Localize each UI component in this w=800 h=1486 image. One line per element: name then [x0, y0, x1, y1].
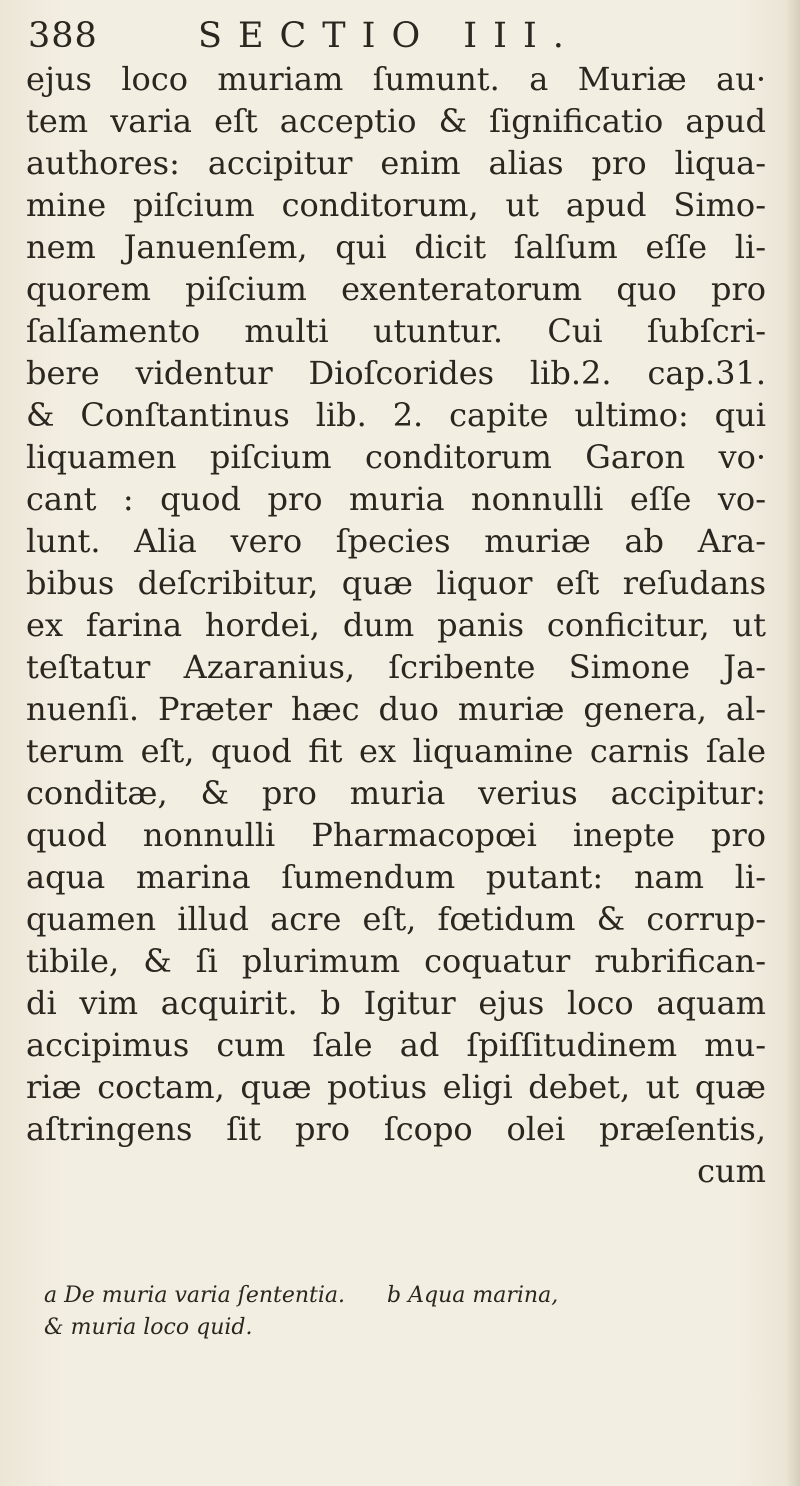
page-edge-shadow — [786, 0, 800, 1486]
text-line: authores: accipitur enim alias pro liqua- — [26, 144, 766, 182]
text-line: lunt. Alia vero ſpecies muriæ ab Ara- — [26, 522, 766, 560]
catchword: cum — [697, 1152, 766, 1190]
footnote-line — [44, 1280, 744, 1312]
text-line: aſtringens ſit pro ſcopo olei præſentis, — [26, 1110, 766, 1148]
text-line: bere videntur Dioſcorides lib.2. cap.31. — [26, 354, 766, 392]
text-line: terum eſt, quod fit ex liquamine carnis ſale — [26, 732, 766, 770]
footnote-b-continuation: & muria loco quid. — [44, 1315, 253, 1340]
text-line: ex farina hordei, dum panis conficitur, ut — [26, 606, 766, 644]
footnote-marker-a: a — [44, 1283, 58, 1308]
text-line: quorem piſcium exenteratorum quo pro — [26, 270, 766, 308]
footnote-line — [44, 1312, 744, 1344]
text-line: tibile, & ſi plurimum coquatur rubrifican- — [26, 942, 766, 980]
text-line: aqua marina ſumendum putant: nam li- — [26, 858, 766, 896]
running-head: SECTIO III. — [198, 16, 580, 56]
text-line: di vim acquirit. b Igitur ejus loco aquam — [26, 984, 766, 1022]
text-line: teſtatur Azaranius, ſcribente Simone Ja- — [26, 648, 766, 686]
main-text — [26, 58, 766, 1192]
text-line: tem varia eſt acceptio & ſignificatio apud — [26, 102, 766, 140]
text-line: riæ coctam, quæ potius eligi debet, ut quæ — [26, 1068, 766, 1106]
text-line: & Conſtantinus lib. 2. capite ultimo: qui — [26, 396, 766, 434]
footnote-b-text: Aqua marina, — [408, 1283, 559, 1308]
text-line: ſalſamento multi utuntur. Cui ſubſcri- — [26, 312, 766, 350]
text-line: quod nonnulli Pharmacopœi inepte pro — [26, 816, 766, 854]
text-line: quamen illud acre eſt, fœtidum & corrup- — [26, 900, 766, 938]
text-line: liquamen piſcium conditorum Garon vo· — [26, 438, 766, 476]
text-line: nuenſi. Præter hæc duo muriæ genera, al- — [26, 690, 766, 728]
footnote-marker-b: b — [387, 1283, 402, 1308]
text-line: nem Januenſem, qui dicit ſalſum eſſe li- — [26, 228, 766, 266]
text-line: conditæ, & pro muria verius accipitur: — [26, 774, 766, 812]
page-number: 388 — [28, 16, 98, 56]
marginal-notes — [44, 1280, 744, 1344]
text-line: cant : quod pro muria nonnulli eſſe vo- — [26, 480, 766, 518]
text-line: bibus deſcribitur, quæ liquor eſt reſudans — [26, 564, 766, 602]
page-header — [28, 14, 768, 58]
text-line: mine piſcium conditorum, ut apud Simo- — [26, 186, 766, 224]
footnote-a-text: De muria varia ſententia. — [64, 1283, 346, 1308]
text-line: accipimus cum ſale ad ſpiſſitudinem mu- — [26, 1026, 766, 1064]
text-line: ejus loco muriam ſumunt. a Muriæ au· — [26, 60, 766, 98]
